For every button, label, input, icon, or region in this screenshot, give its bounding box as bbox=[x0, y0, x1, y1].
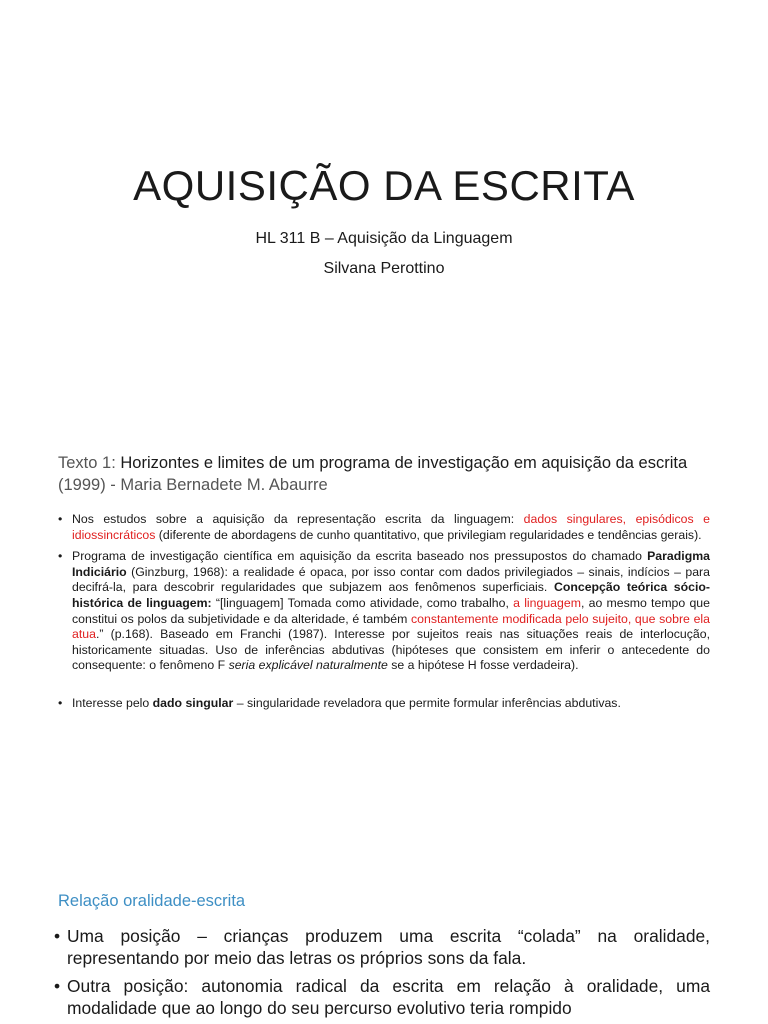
texto-prefix: Texto 1: bbox=[58, 454, 121, 472]
bullet-text: Nos estudos sobre a aquisição da representação escrita da linguagem: bbox=[72, 512, 524, 526]
large-bullet-item-2: • Outra posição: autonomia radical da escrita em relação à oralidade, uma modalidade que ao longo do seu percurso evolutivo teria rompido bbox=[58, 975, 710, 1019]
large-bullet-list bbox=[58, 925, 710, 1019]
course-subtitle: HL 311 B – Aquisição da Linguagem bbox=[255, 230, 513, 247]
highlight-text: constantemente modificada pelo sujeito, que sobre ela atua bbox=[72, 611, 710, 642]
bullet-text: – singularidade reveladora que permite formular inferências abdutivas. bbox=[233, 695, 621, 710]
bold-term: Concepção teórica sócio-histórica de linguagem: bbox=[72, 580, 710, 610]
text-slide bbox=[58, 452, 710, 718]
title-slide bbox=[0, 0, 768, 420]
oralidade-section bbox=[58, 892, 710, 1024]
highlight-text: dados singulares, episódicos e idiossincráticos bbox=[72, 512, 710, 542]
italic-text: seria explicável naturalmente bbox=[228, 658, 388, 673]
bullet-text: Programa de investigação científica em aquisição da escrita baseado nos pressupostos do chamado bbox=[72, 549, 648, 564]
bullet-list bbox=[58, 512, 710, 712]
texto-title: Horizontes e limites de um programa de investigação em aquisição da escrita bbox=[120, 454, 688, 472]
bullet-text: se a hipótese H fosse verdadeira). bbox=[387, 658, 579, 673]
document-title: AQUISIÇÃO DA ESCRITA bbox=[133, 162, 635, 209]
large-bullet-item-1: • Uma posição – crianças produzem uma escrita “colada” na oralidade, representando por meio das letras os próprios sons da fala. bbox=[58, 925, 710, 969]
section-heading: Relação oralidade-escrita bbox=[58, 892, 246, 910]
bullet-text: “[linguagem] Tomada como atividade, como trabalho, bbox=[211, 595, 514, 610]
author-name: Silvana Perottino bbox=[323, 260, 445, 277]
texto-heading bbox=[58, 452, 710, 496]
bullet-text: (diferente de abordagens de cunho quantitativo, que privilegiam regularidades e tendências gerais). bbox=[155, 527, 702, 542]
bullet-item-2 bbox=[58, 549, 710, 674]
bullet-text: , ao mesmo tempo que constitui os polos da subjetividade e da alteridade, é também bbox=[72, 595, 710, 626]
highlight-text: a linguagem bbox=[513, 595, 581, 610]
bullet-text: Interesse pelo bbox=[72, 695, 153, 710]
bullet-text: .” (p.168). Baseado em Franchi (1987). Interesse por sujeitos reais nas situações reais de interlocução, historicamente situadas. Uso de inferências abdutivas (hipóteses que consistem em inferir o antecedente do consequente: o fenômeno F bbox=[72, 627, 710, 673]
bullet-item-1 bbox=[58, 512, 710, 543]
bold-term: Paradigma Indiciário bbox=[72, 549, 710, 579]
bullet-item-3 bbox=[58, 696, 710, 712]
bold-term: dado singular bbox=[152, 695, 234, 710]
bullet-text: (Ginzburg, 1968): a realidade é opaca, por isso contar com dados privilegiados – sinais, indícios – para decifrá-la, para descobrir regularidades que subjazem aos fenômenos superficiais. bbox=[72, 564, 710, 595]
texto-reference: (1999) - Maria Bernadete M. Abaurre bbox=[58, 476, 328, 494]
